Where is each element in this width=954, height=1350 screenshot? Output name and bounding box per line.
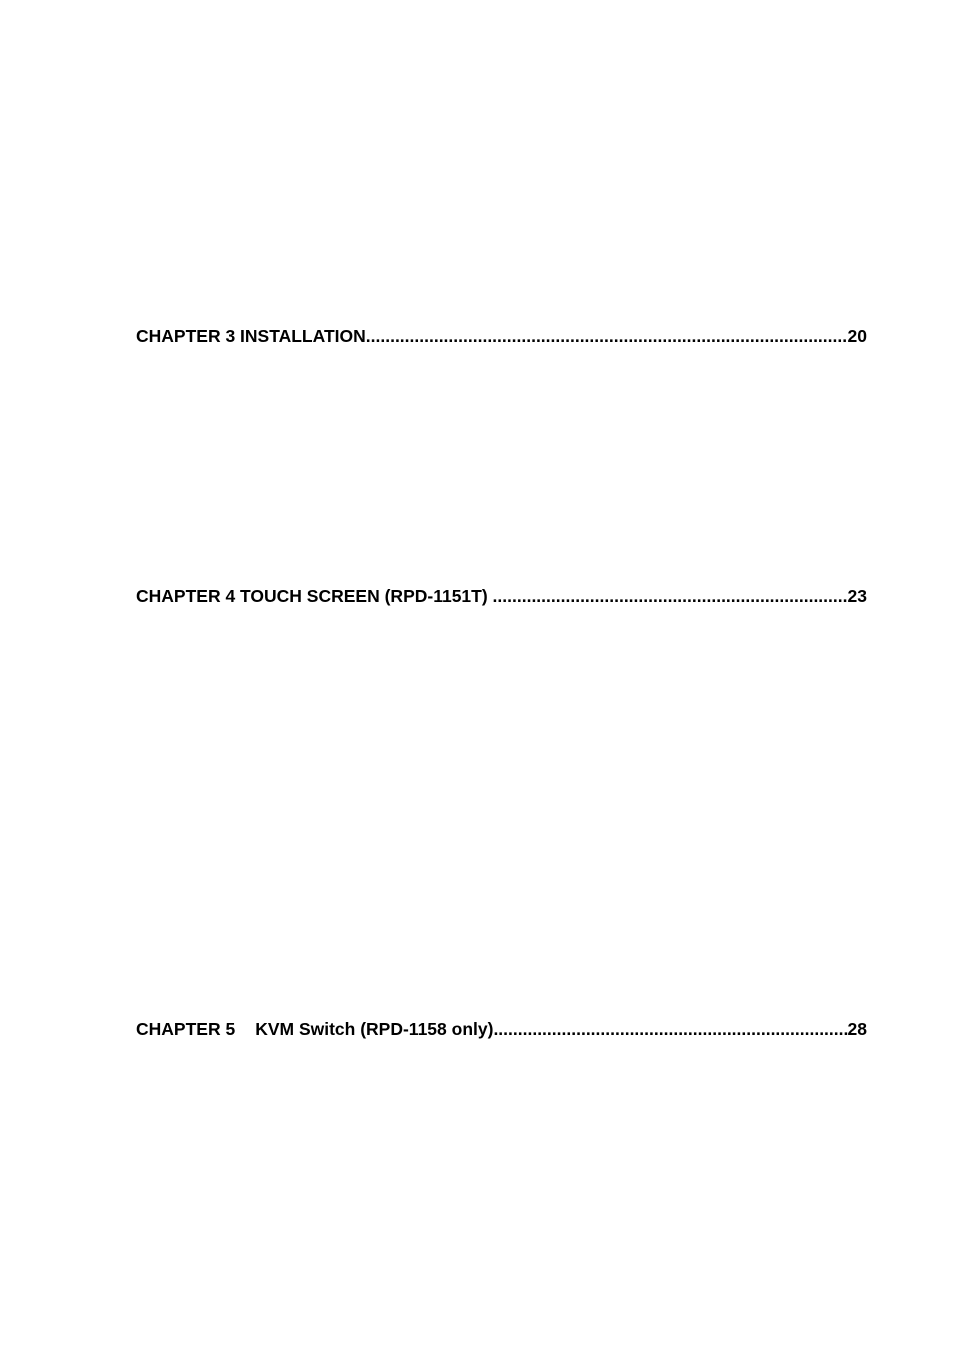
toc-page-number: 20 xyxy=(847,326,867,346)
toc-page-number: 28 xyxy=(847,1019,867,1039)
toc-entry-chapter-4[interactable] xyxy=(136,586,867,606)
toc-entry-title: CHAPTER 3 INSTALLATION xyxy=(136,326,366,346)
toc-entry-title xyxy=(136,1019,493,1039)
toc-entry-chapter-name: KVM Switch (RPD-1158 only) xyxy=(255,1019,494,1039)
toc-page-number: 23 xyxy=(847,586,867,606)
toc-dot-leader xyxy=(493,1019,847,1039)
toc-entry-chapter-5[interactable] xyxy=(136,1019,867,1039)
toc-entry-title: CHAPTER 4 TOUCH SCREEN (RPD-1151T) xyxy=(136,586,493,606)
toc-entry-chapter-number: CHAPTER 5 xyxy=(136,1019,236,1039)
toc-dot-leader xyxy=(493,586,848,606)
toc-dot-leader xyxy=(366,326,848,346)
toc-entry-chapter-3[interactable] xyxy=(136,326,867,346)
